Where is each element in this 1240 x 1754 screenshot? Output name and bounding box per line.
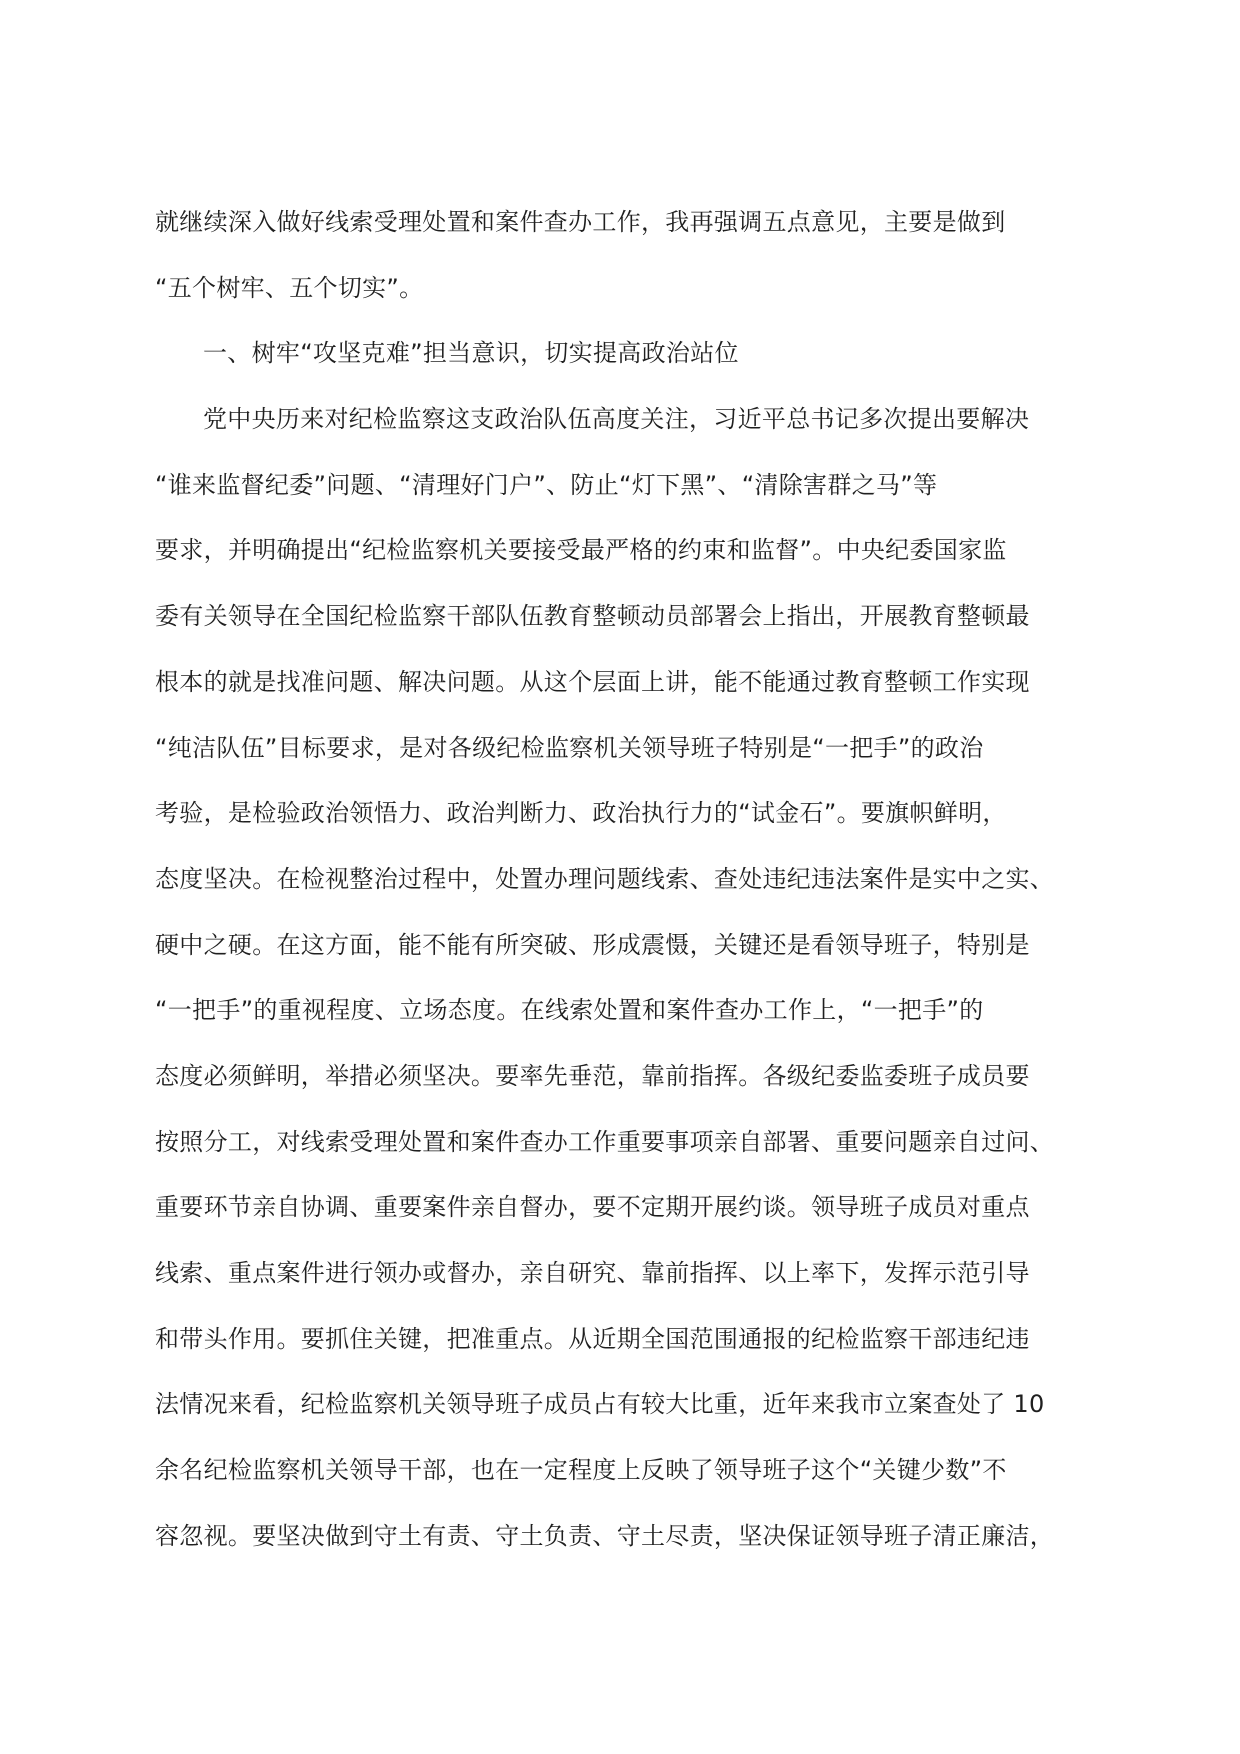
text-line: “谁来监督纪委”问题、“清理好门户”、防止“灯下黑”、“清除害群之马”等 — [155, 470, 938, 499]
text-line: 余名纪检监察机关领导干部，也在一定程度上反映了领导班子这个“关键少数”不 — [155, 1456, 1007, 1485]
text-line: 法情况来看，纪检监察机关领导班子成员占有较大比重，近年来我市立案查处了 10 — [155, 1390, 1045, 1419]
text-line: 硬中之硬。在这方面，能不能有所突破、形成震慑，关键还是看领导班子，特别是 — [155, 930, 1030, 959]
paragraph-first-line: 党中央历来对纪检监察这支政治队伍高度关注，习近平总书记多次提出要解决 — [203, 405, 1030, 434]
text-line: 重要环节亲自协调、重要案件亲自督办，要不定期开展约谈。领导班子成员对重点 — [155, 1193, 1030, 1222]
text-line: 考验，是检验政治领悟力、政治判断力、政治执行力的“试金石”。要旗帜鲜明， — [155, 799, 1007, 828]
text-line: 按照分工，对线索受理处置和案件查办工作重要事项亲自部署、重要问题亲自过问、 — [155, 1127, 1055, 1156]
document-body — [155, 190, 1085, 1569]
text-line: 和带头作用。要抓住关键，把准重点。从近期全国范围通报的纪检监察干部违纪违 — [155, 1324, 1030, 1353]
text-line: 线索、重点案件进行领办或督办，亲自研究、靠前指挥、以上率下，发挥示范引导 — [155, 1259, 1030, 1287]
text-line: 根本的就是找准问题、解决问题。从这个层面上讲，能不能通过教育整顿工作实现 — [155, 667, 1030, 696]
text-line: 要求，并明确提出“纪检监察机关要接受最严格的约束和监督”。中央纪委国家监 — [155, 536, 1007, 565]
section-heading: 一、树牢“攻坚克难”担当意识，切实提高政治站位 — [203, 339, 739, 368]
text-line: “五个树牢、五个切实”。 — [155, 273, 424, 302]
text-line: 容忽视。要坚决做到守土有责、守土负责、守土尽责，坚决保证领导班子清正廉洁， — [155, 1521, 1055, 1550]
text-line: 就继续深入做好线索受理处置和案件查办工作，我再强调五点意见，主要是做到 — [155, 208, 1006, 236]
text-line: 委有关领导在全国纪检监察干部队伍教育整顿动员部署会上指出，开展教育整顿最 — [155, 602, 1030, 631]
text-line: “纯洁队伍”目标要求，是对各级纪检监察机关领导班子特别是“一把手”的政治 — [155, 733, 984, 762]
text-line: 态度必须鲜明，举措必须坚决。要率先垂范，靠前指挥。各级纪委监委班子成员要 — [155, 1061, 1030, 1090]
text-line: “一把手”的重视程度、立场态度。在线索处置和案件查办工作上，“一把手”的 — [155, 996, 984, 1025]
text-line: 态度坚决。在检视整治过程中，处置办理问题线索、查处违纪违法案件是实中之实、 — [155, 864, 1055, 893]
